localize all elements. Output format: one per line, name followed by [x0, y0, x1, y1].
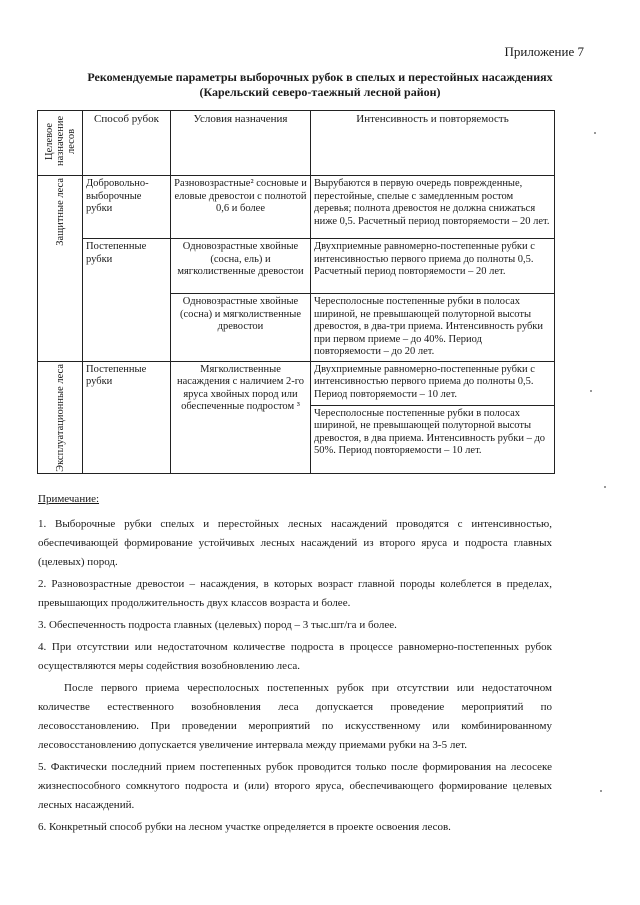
table-row — [38, 239, 555, 294]
header-intensity: Интенсивность и повторяемость — [311, 111, 555, 176]
notes-heading: Примечание: — [38, 493, 100, 505]
conditions-cell: Разновозрастные² сосновые и еловые древостои с полнотой 0,6 и более — [171, 176, 311, 239]
method-cell: Добровольно-выборочные рубки — [83, 176, 171, 239]
scan-speck — [590, 390, 592, 392]
intensity-cell: Чересполосные постепенные рубки в полосах шириной, не превышающей полуторной высоты древостоя, в два-три приема. Интенсивность рубки при первом приеме – до 40%. Период повторяемости – до 20 лет. — [311, 294, 555, 362]
note-item: 3. Обеспеченность подроста главных (целевых) пород – 3 тыс.шт/га и более. — [38, 619, 397, 631]
header-purpose — [38, 111, 83, 176]
exploitation-forests-label: Эксплуатационные леса — [54, 363, 66, 472]
scan-speck — [600, 790, 602, 792]
protective-forests-cell — [38, 176, 83, 362]
notes-section — [38, 490, 552, 840]
exploitation-forests-cell — [38, 361, 83, 474]
note-item: 6. Конкретный способ рубки на лесном участке определяется в проекте освоения лесов. — [38, 821, 451, 833]
conditions-cell: Мягколиственные насаждения с наличием 2-го яруса хвойных пород или обеспеченные подростом ³ — [171, 361, 311, 474]
conditions-cell: Одновозрастные хвойные (сосна, ель) и мягколиственные древостои — [171, 239, 311, 294]
intensity-cell: Вырубаются в первую очередь поврежденные, перестойные, спелые с замедленным ростом деревья; полнота древостоя не должна снижаться ниже 0,5. Расчетный период повторяемости – 20 лет. — [311, 176, 555, 239]
appendix-label: Приложение 7 — [504, 44, 584, 59]
header-conditions: Условия назначения — [171, 111, 311, 176]
table-header-row — [38, 111, 555, 176]
scan-speck — [604, 486, 606, 488]
table-row — [38, 176, 555, 239]
header-purpose-text: Целевое назначение лесов — [43, 115, 77, 167]
protective-forests-label: Защитные леса — [54, 178, 66, 246]
note-item: 5. Фактически последний прием постепенных рубок проводится только после формирования на лесосеке жизнеспособного сомкнутого подроста и (или) второго яруса, обеспечивающего формирование целевых лесных насаждений. — [38, 761, 552, 811]
title-line-2: (Карельский северо-таежный лесной район) — [199, 85, 441, 99]
method-cell: Постепенные рубки — [83, 361, 171, 474]
note-item: 2. Разновозрастные древостои – насаждения, в которых возраст главной породы колеблется в пределах, превышающих продолжительность двух классов возраста и более. — [38, 578, 552, 609]
note-item: 4. При отсутствии или недостаточном количестве подроста в процессе равномерно-постепенных рубок осуществляются меры содействия возобновлению леса. — [38, 641, 552, 672]
title-line-1: Рекомендуемые параметры выборочных рубок в спелых и перестойных насаждениях — [87, 70, 553, 84]
conditions-cell: Одновозрастные хвойные (сосна) и мягколиственные древостои — [171, 294, 311, 362]
table-row — [38, 361, 555, 405]
scan-speck — [594, 132, 596, 134]
parameters-table — [37, 110, 555, 474]
header-method: Способ рубок — [83, 111, 171, 176]
intensity-cell: Чересполосные постепенные рубки в полосах шириной, не превышающей полуторной высоты древостоя, в два приема. Интенсивность рубки – до 50%. Период повторяемости – 10 лет. — [311, 405, 555, 474]
note-item: 1. Выборочные рубки спелых и перестойных лесных насаждений проводятся с интенсивностью, обеспечивающей формирование устойчивых лесных насаждений из второго яруса и подроста главных (целевых) пород. — [38, 518, 552, 568]
intensity-cell: Двухприемные равномерно-постепенные рубки с интенсивностью первого приема до полноты 0,5. Расчетный период повторяемости – 20 лет. — [311, 239, 555, 294]
method-cell: Постепенные рубки — [83, 239, 171, 362]
intensity-cell: Двухприемные равномерно-постепенные рубки с интенсивностью первого приема до полноты 0,5. Период повторяемости – 10 лет. — [311, 361, 555, 405]
document-title — [30, 70, 610, 100]
note-item: После первого приема чересполосных постепенных рубок при отсутствии или недостаточном количестве естественного возобновления леса допускается проведение мероприятий по лесовосстановлению. При проведении мероприятий по искусственному или комбинированному лесовосстановлению допускается увеличение интервала между приемами рубки на 3-5 лет. — [38, 682, 552, 751]
